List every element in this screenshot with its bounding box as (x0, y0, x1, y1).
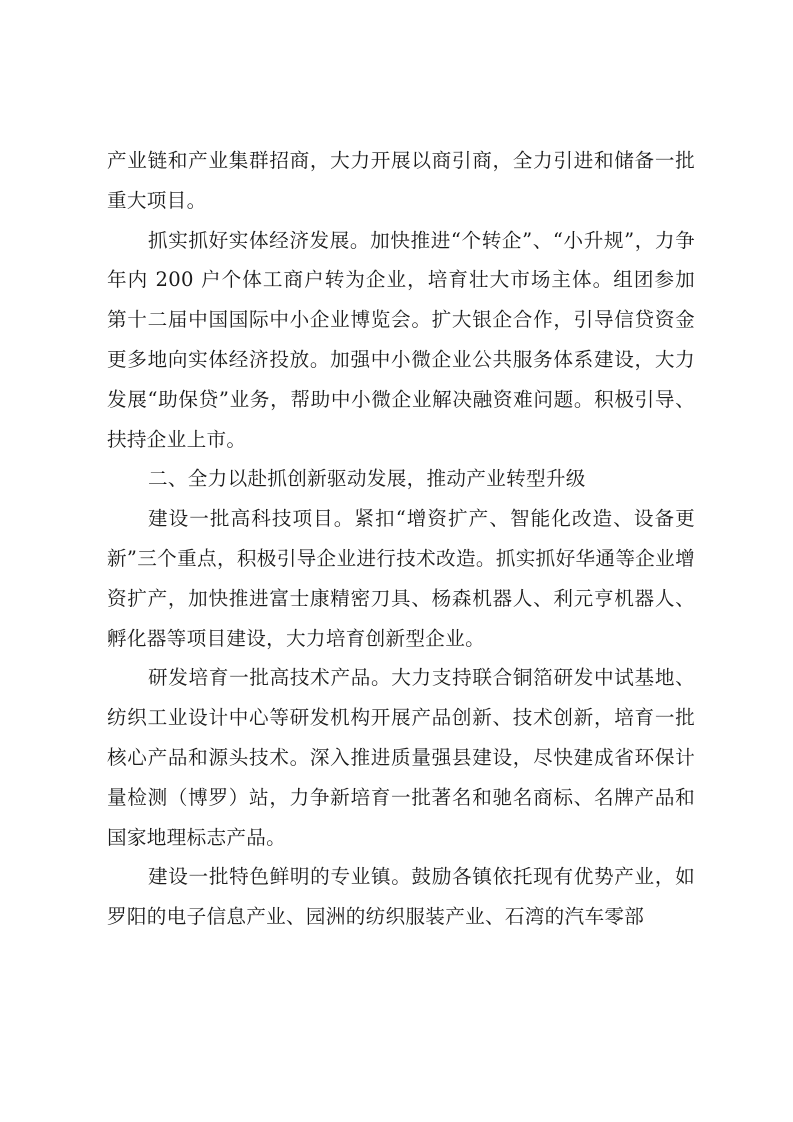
paragraph-hightech-projects: 建设一批高科技项目。紧扣“增资扩产、智能化改造、设备更新”三个重点，积极引导企业进行技术改造。抓实抓好华通等企业增资扩产，加快推进富士康精密刀具、杨森机器人、利元亨机器人、孵化器等项目建设，大力培育创新型企业。 (107, 507, 695, 650)
paragraph-continuation: 产业链和产业集群招商，大力开展以商引商，全力引进和储备一批重大项目。 (107, 149, 695, 212)
document-body (107, 141, 695, 937)
section-heading-innovation: 二、全力以赴抓创新驱动发展，推动产业转型升级 (148, 467, 586, 491)
paragraph-entity-economy: 抓实抓好实体经济发展。加快推进“个转企”、“小升规”，力争年内 200 户个体工商户转为企业，培育壮大市场主体。组团参加第十二届中国国际中小企业博览会。扩大银企合作，引导信贷资金更多地向实体经济投放。加强中小微企业公共服务体系建设，大力发展“助保贷”业务，帮助中小微企业解决融资难问题。积极引导、扶持企业上市。 (107, 228, 695, 451)
paragraph-specialized-towns: 建设一批特色鲜明的专业镇。鼓励各镇依托现有优势产业，如罗阳的电子信息产业、园洲的纺织服装产业、石湾的汽车零部 (107, 865, 695, 929)
paragraph-hightech-products: 研发培育一批高技术产品。大力支持联合铜箔研发中试基地、纺织工业设计中心等研发机构开展产品创新、技术创新，培育一批核心产品和源头技术。深入推进质量强县建设，尽快建成省环保计量检测（博罗）站，力争新培育一批著名和驰名商标、名牌产品和国家地理标志产品。 (107, 666, 695, 849)
